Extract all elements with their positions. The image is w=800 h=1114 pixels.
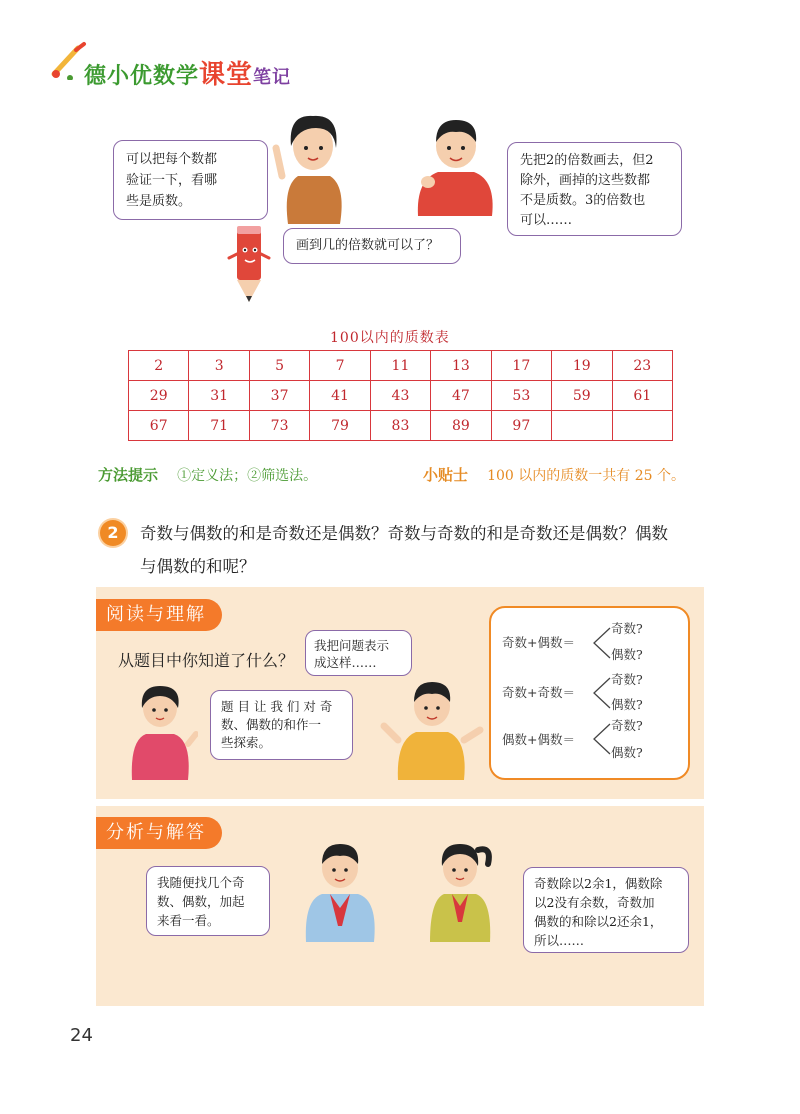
small-tip: [423, 464, 685, 485]
table-cell: 37: [249, 381, 309, 411]
table-cell: 83: [370, 411, 430, 441]
brand-part2: 课堂: [199, 60, 254, 90]
rd-girl-speech-bubble: 题 目 让 我 们 对 奇 数、偶数的和作一 些探索。: [210, 690, 353, 760]
table-cell: [612, 411, 673, 441]
table-cell: 43: [370, 381, 430, 411]
an-girl-speech-bubble: 奇数除以2余1，偶数除 以2没有余数，奇数加 偶数的和除以2还余1， 所以……: [523, 867, 689, 953]
question2-line1: 奇数与偶数的和是奇数还是偶数？奇数与奇数的和是奇数还是偶数？偶数: [140, 524, 668, 543]
formula-option-odd: 奇数?: [611, 718, 643, 733]
boy-yellow-illustration: [376, 674, 486, 782]
an-boy-speech-bubble: 我随便找几个奇 数、偶数，加起 来看一看。: [146, 866, 270, 936]
branch-bracket-icon: [590, 722, 612, 756]
formula-expr: 偶数+偶数＝: [502, 732, 575, 747]
table-cell: 2: [129, 351, 189, 381]
question2-line2: 与偶数的和呢？: [140, 557, 256, 576]
table-cell: 73: [249, 411, 309, 441]
table-cell: 41: [310, 381, 370, 411]
boy-blue-illustration: [298, 836, 384, 944]
formula-expr: 奇数+奇数＝: [502, 685, 575, 700]
small-tip-label: 小贴士: [423, 466, 469, 484]
table-cell: 19: [552, 351, 612, 381]
brand-title: [84, 54, 291, 91]
method-tip-text: ①定义法；②筛选法。: [177, 468, 318, 484]
brush-logo-icon: [48, 40, 88, 80]
branch-bracket-icon: [590, 626, 612, 660]
table-cell: 13: [431, 351, 491, 381]
table-cell: 67: [129, 411, 189, 441]
table-cell: 89: [431, 411, 491, 441]
table-cell: 23: [612, 351, 673, 381]
table-cell: 5: [249, 351, 309, 381]
formula-option-odd: 奇数?: [611, 621, 643, 636]
brand-part3: 笔记: [253, 67, 292, 88]
table-cell: 29: [129, 381, 189, 411]
girl-green-illustration: [424, 834, 498, 944]
teacher-girl-illustration: [268, 106, 358, 226]
boy-speech-bubble: 先把2的倍数画去，但2 除外，画掉的这些数都 不是质数。3的倍数也 可以……: [507, 142, 682, 236]
formula-option-odd: 奇数?: [611, 672, 643, 687]
table-cell: 53: [491, 381, 551, 411]
formula-option-even: 偶数?: [611, 745, 643, 760]
table-row: [129, 411, 673, 441]
table-cell: 31: [189, 381, 249, 411]
table-cell: 47: [431, 381, 491, 411]
small-tip-text: 100 以内的质数一共有 25 个。: [487, 468, 685, 484]
girl-speech-bubble: 可以把每个数都 验证一下，看哪 些是质数。: [113, 140, 268, 220]
prime-table: [128, 350, 673, 441]
brand-part1: 德小优数学: [84, 64, 200, 89]
table-cell: 71: [189, 411, 249, 441]
rd-boy-speech-bubble: 我把问题表示 成这样……: [305, 630, 412, 676]
pencil-mascot-illustration: [225, 222, 275, 304]
page-number: 24: [70, 1025, 93, 1046]
question-number-badge: 2: [100, 520, 126, 546]
read-prompt: 从题目中你知道了什么？: [118, 651, 295, 670]
table-cell: 7: [310, 351, 370, 381]
formula-expr: 奇数+偶数＝: [502, 635, 575, 650]
formula-option-even: 偶数?: [611, 647, 643, 662]
table-cell: 11: [370, 351, 430, 381]
table-cell: 59: [552, 381, 612, 411]
table-row: [129, 381, 673, 411]
boy-red-hoodie-illustration: [408, 108, 503, 218]
pencil-speech-bubble: 画到几的倍数就可以了？: [283, 228, 461, 264]
table-row: [129, 351, 673, 381]
table-cell: 61: [612, 381, 673, 411]
read-understand-tab: 阅读与理解: [96, 599, 222, 631]
table-cell: 79: [310, 411, 370, 441]
girl-pink-illustration: [124, 678, 198, 782]
prime-table-title: 100以内的质数表: [330, 330, 450, 346]
table-cell: 3: [189, 351, 249, 381]
method-tip-label: 方法提示: [98, 466, 159, 484]
formula-option-even: 偶数?: [611, 697, 643, 712]
table-cell: 17: [491, 351, 551, 381]
analyze-answer-tab: 分析与解答: [96, 817, 222, 849]
branch-bracket-icon: [590, 676, 612, 710]
table-cell: [552, 411, 612, 441]
method-tip: [98, 464, 317, 485]
table-cell: 97: [491, 411, 551, 441]
